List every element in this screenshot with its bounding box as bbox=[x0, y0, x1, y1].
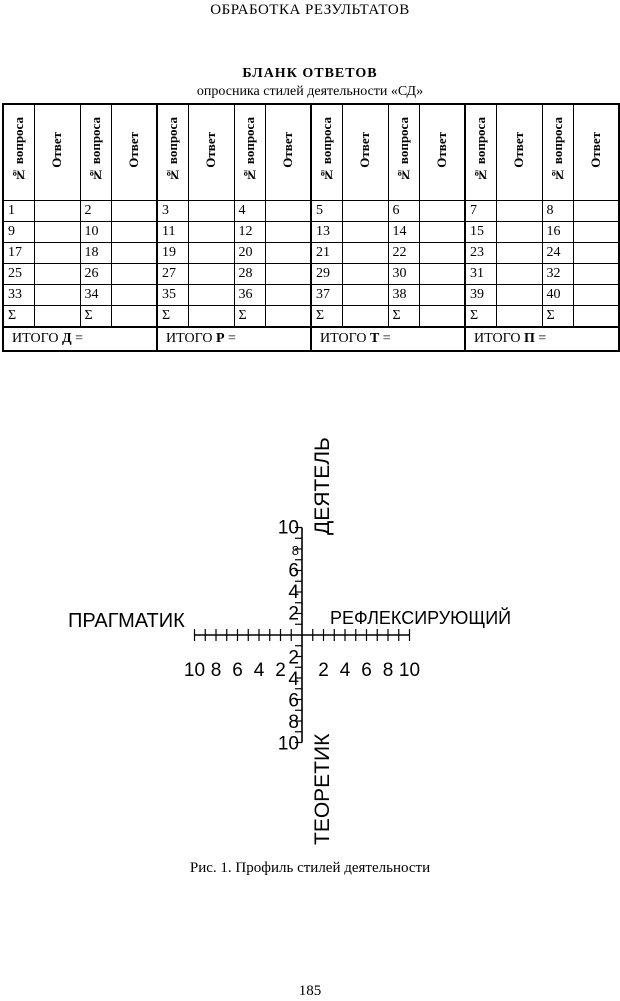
tick-label: 6 bbox=[232, 660, 243, 681]
question-number-cell: 16 bbox=[542, 222, 573, 243]
question-number-cell: 2 bbox=[80, 201, 111, 222]
totals-row bbox=[3, 327, 619, 351]
answer-cell[interactable] bbox=[265, 222, 311, 243]
answer-cell[interactable] bbox=[419, 243, 465, 264]
sum-value-cell[interactable] bbox=[419, 306, 465, 328]
style-profile-chart bbox=[0, 420, 620, 860]
sum-symbol-cell: Σ bbox=[157, 306, 188, 328]
tick-label: 10 bbox=[277, 733, 299, 755]
header-answer bbox=[419, 104, 465, 201]
question-number-cell: 13 bbox=[311, 222, 342, 243]
answer-cell[interactable] bbox=[419, 285, 465, 306]
answer-cell[interactable] bbox=[188, 201, 234, 222]
question-number-cell: 21 bbox=[311, 243, 342, 264]
question-number-cell: 4 bbox=[234, 201, 265, 222]
axis-label-theorist: ТЕОРЕТИК bbox=[311, 733, 334, 845]
tick-label: 8 bbox=[382, 660, 394, 681]
answer-cell[interactable] bbox=[419, 201, 465, 222]
header-question-label: № вопроса bbox=[241, 117, 257, 183]
question-number-cell: 11 bbox=[157, 222, 188, 243]
question-number-cell: 5 bbox=[311, 201, 342, 222]
tick-label: 6 bbox=[361, 660, 372, 681]
header-question-label: № вопроса bbox=[472, 117, 488, 183]
header-answer-label: Ответ bbox=[49, 132, 64, 168]
answer-cell[interactable] bbox=[496, 285, 542, 306]
answer-cell[interactable] bbox=[188, 285, 234, 306]
header-question-number bbox=[234, 104, 265, 201]
answer-cell[interactable] bbox=[34, 201, 80, 222]
tick-label: 2 bbox=[275, 660, 286, 681]
header-answer bbox=[265, 104, 311, 201]
header-question-number bbox=[80, 104, 111, 201]
answer-cell[interactable] bbox=[496, 201, 542, 222]
header-question-number bbox=[3, 104, 34, 201]
sum-value-cell[interactable] bbox=[111, 306, 157, 328]
question-number-cell: 3 bbox=[157, 201, 188, 222]
sum-value-cell[interactable] bbox=[188, 306, 234, 328]
header-question-number bbox=[465, 104, 496, 201]
question-number-cell: 33 bbox=[3, 285, 34, 306]
answer-cell[interactable] bbox=[111, 243, 157, 264]
header-answer bbox=[573, 104, 619, 201]
header-answer bbox=[34, 104, 80, 201]
answer-cell[interactable] bbox=[573, 201, 619, 222]
header-question-label: № вопроса bbox=[549, 117, 565, 183]
header-answer-label: Ответ bbox=[511, 132, 526, 168]
table-row bbox=[3, 222, 619, 243]
question-number-cell: 36 bbox=[234, 285, 265, 306]
answer-cell[interactable] bbox=[496, 243, 542, 264]
total-prefix: ИТОГО bbox=[474, 331, 524, 346]
question-number-cell: 31 bbox=[465, 264, 496, 285]
header-answer-label: Ответ bbox=[433, 132, 449, 168]
total-cell[interactable] bbox=[157, 327, 311, 351]
header-answer-label: Ответ bbox=[587, 132, 603, 168]
header-question-label: № вопроса bbox=[318, 117, 334, 183]
total-suffix: = bbox=[71, 331, 83, 346]
question-number-cell: 27 bbox=[157, 264, 188, 285]
question-number-cell: 30 bbox=[388, 264, 419, 285]
answer-cell[interactable] bbox=[496, 264, 542, 285]
total-suffix: = bbox=[534, 331, 547, 346]
figure-caption: Рис. 1. Профиль стилей деятельности bbox=[189, 860, 431, 876]
answer-cell[interactable] bbox=[111, 285, 157, 306]
question-number-cell: 19 bbox=[157, 243, 188, 264]
header-answer bbox=[496, 104, 542, 201]
form-title: БЛАНК ОТВЕТОВ bbox=[242, 66, 378, 81]
page-number: 185 bbox=[298, 983, 322, 999]
question-number-cell: 18 bbox=[80, 243, 111, 264]
question-number-cell: 22 bbox=[388, 243, 419, 264]
question-number-cell: 29 bbox=[311, 264, 342, 285]
answer-cell[interactable] bbox=[342, 222, 388, 243]
table-row bbox=[3, 243, 619, 264]
question-number-cell: 39 bbox=[465, 285, 496, 306]
answer-cell[interactable] bbox=[573, 243, 619, 264]
question-number-cell: 24 bbox=[542, 243, 573, 264]
header-answer-label: Ответ bbox=[203, 132, 218, 168]
tick-label: 8 bbox=[288, 712, 299, 733]
question-number-cell: 1 bbox=[3, 201, 34, 222]
tick-label: 2 bbox=[318, 660, 329, 681]
question-number-cell: 40 bbox=[542, 285, 573, 306]
question-number-cell: 17 bbox=[3, 243, 34, 264]
answer-cell[interactable] bbox=[265, 285, 311, 306]
answer-cell[interactable] bbox=[111, 201, 157, 222]
answer-cell[interactable] bbox=[419, 264, 465, 285]
sum-value-cell[interactable] bbox=[34, 306, 80, 328]
total-style-letter: Р bbox=[215, 331, 225, 346]
sum-symbol-cell: Σ bbox=[311, 306, 342, 328]
question-number-cell: 6 bbox=[388, 201, 419, 222]
tick-label: 10 bbox=[277, 517, 299, 539]
header-question-label: № вопроса bbox=[395, 117, 411, 183]
total-style-letter: Д bbox=[61, 331, 72, 346]
question-number-cell: 8 bbox=[542, 201, 573, 222]
tick-label: 8 bbox=[210, 660, 222, 681]
question-number-cell: 12 bbox=[234, 222, 265, 243]
total-suffix: = bbox=[379, 331, 391, 346]
question-number-cell: 15 bbox=[465, 222, 496, 243]
running-head: ОБРАБОТКА РЕЗУЛЬТАТОВ bbox=[210, 2, 410, 18]
question-number-cell: 34 bbox=[80, 285, 111, 306]
tick-label: 4 bbox=[288, 669, 299, 690]
tick-label: 10 bbox=[183, 660, 206, 681]
header-question-label: № вопроса bbox=[87, 117, 103, 183]
sum-symbol-cell: Σ bbox=[80, 306, 111, 328]
sum-symbol-cell: Σ bbox=[3, 306, 34, 328]
question-number-cell: 7 bbox=[465, 201, 496, 222]
total-prefix: ИТОГО bbox=[320, 331, 370, 346]
answer-cell[interactable] bbox=[111, 222, 157, 243]
answer-cell[interactable] bbox=[573, 285, 619, 306]
question-number-cell: 32 bbox=[542, 264, 573, 285]
sum-symbol-cell: Σ bbox=[388, 306, 419, 328]
total-prefix: ИТОГО bbox=[12, 331, 62, 346]
table-row bbox=[3, 285, 619, 306]
tick-label: 8 bbox=[291, 543, 299, 558]
tick-label: 4 bbox=[288, 582, 299, 603]
tick-label: 2 bbox=[288, 603, 299, 625]
header-answer-label: Ответ bbox=[279, 132, 295, 168]
sum-value-cell[interactable] bbox=[265, 306, 311, 328]
total-style-letter: П bbox=[523, 331, 535, 346]
tick-label: 4 bbox=[253, 660, 265, 681]
tick-label: 6 bbox=[288, 690, 299, 712]
header-question-number bbox=[542, 104, 573, 201]
answer-cell[interactable] bbox=[419, 222, 465, 243]
total-style-letter: Т bbox=[369, 331, 380, 346]
sum-symbol-cell: Σ bbox=[465, 306, 496, 328]
tick-label: 6 bbox=[288, 560, 299, 582]
answer-cell[interactable] bbox=[342, 243, 388, 264]
answer-sheet-table bbox=[2, 103, 620, 352]
header-question-label: № вопроса bbox=[10, 117, 26, 183]
header-answer bbox=[188, 104, 234, 201]
header-question-label: № вопроса bbox=[164, 117, 180, 183]
sum-symbol-cell: Σ bbox=[234, 306, 265, 328]
answer-cell[interactable] bbox=[188, 243, 234, 264]
table-row bbox=[3, 201, 619, 222]
header-question-number bbox=[157, 104, 188, 201]
sum-value-cell[interactable] bbox=[573, 306, 619, 328]
header-answer bbox=[111, 104, 157, 201]
answer-cell[interactable] bbox=[34, 264, 80, 285]
header-answer-label: Ответ bbox=[125, 132, 141, 168]
header-answer-label: Ответ bbox=[357, 132, 372, 168]
question-number-cell: 28 bbox=[234, 264, 265, 285]
question-number-cell: 35 bbox=[157, 285, 188, 306]
question-number-cell: 10 bbox=[80, 222, 111, 243]
answer-cell[interactable] bbox=[573, 264, 619, 285]
answer-cell[interactable] bbox=[496, 222, 542, 243]
sum-symbol-cell: Σ bbox=[542, 306, 573, 328]
form-subtitle: опросника стилей деятельности «СД» bbox=[196, 84, 424, 99]
axis-label-pragmatist: ПРАГМАТИК bbox=[68, 610, 185, 632]
sum-value-cell[interactable] bbox=[342, 306, 388, 328]
question-number-cell: 20 bbox=[234, 243, 265, 264]
answer-cell[interactable] bbox=[111, 264, 157, 285]
answer-cell[interactable] bbox=[265, 243, 311, 264]
answer-cell[interactable] bbox=[342, 264, 388, 285]
header-question-number bbox=[388, 104, 419, 201]
table-row bbox=[3, 264, 619, 285]
tick-label: 2 bbox=[288, 647, 299, 669]
header-question-number bbox=[311, 104, 342, 201]
total-prefix: ИТОГО bbox=[166, 331, 216, 346]
axis-label-reflector: РЕФЛЕКСИРУЮЩИЙ bbox=[330, 608, 512, 628]
tick-label: 10 bbox=[398, 660, 421, 681]
question-number-cell: 9 bbox=[3, 222, 34, 243]
question-number-cell: 37 bbox=[311, 285, 342, 306]
sum-value-cell[interactable] bbox=[496, 306, 542, 328]
answer-cell[interactable] bbox=[34, 243, 80, 264]
total-cell[interactable] bbox=[465, 327, 619, 351]
question-number-cell: 38 bbox=[388, 285, 419, 306]
question-number-cell: 23 bbox=[465, 243, 496, 264]
total-suffix: = bbox=[224, 331, 236, 346]
answer-cell[interactable] bbox=[188, 222, 234, 243]
question-number-cell: 26 bbox=[80, 264, 111, 285]
sum-row bbox=[3, 306, 619, 328]
answer-cell[interactable] bbox=[188, 264, 234, 285]
answer-cell[interactable] bbox=[342, 285, 388, 306]
axis-label-activist: ДЕЯТЕЛЬ bbox=[311, 437, 334, 535]
answer-cell[interactable] bbox=[34, 285, 80, 306]
answer-cell[interactable] bbox=[34, 222, 80, 243]
tick-label: 4 bbox=[339, 660, 351, 681]
total-cell[interactable] bbox=[3, 327, 157, 351]
header-answer bbox=[342, 104, 388, 201]
total-cell[interactable] bbox=[311, 327, 465, 351]
question-number-cell: 14 bbox=[388, 222, 419, 243]
answer-cell[interactable] bbox=[265, 201, 311, 222]
question-number-cell: 25 bbox=[3, 264, 34, 285]
answer-cell[interactable] bbox=[265, 264, 311, 285]
answer-cell[interactable] bbox=[342, 201, 388, 222]
answer-cell[interactable] bbox=[573, 222, 619, 243]
